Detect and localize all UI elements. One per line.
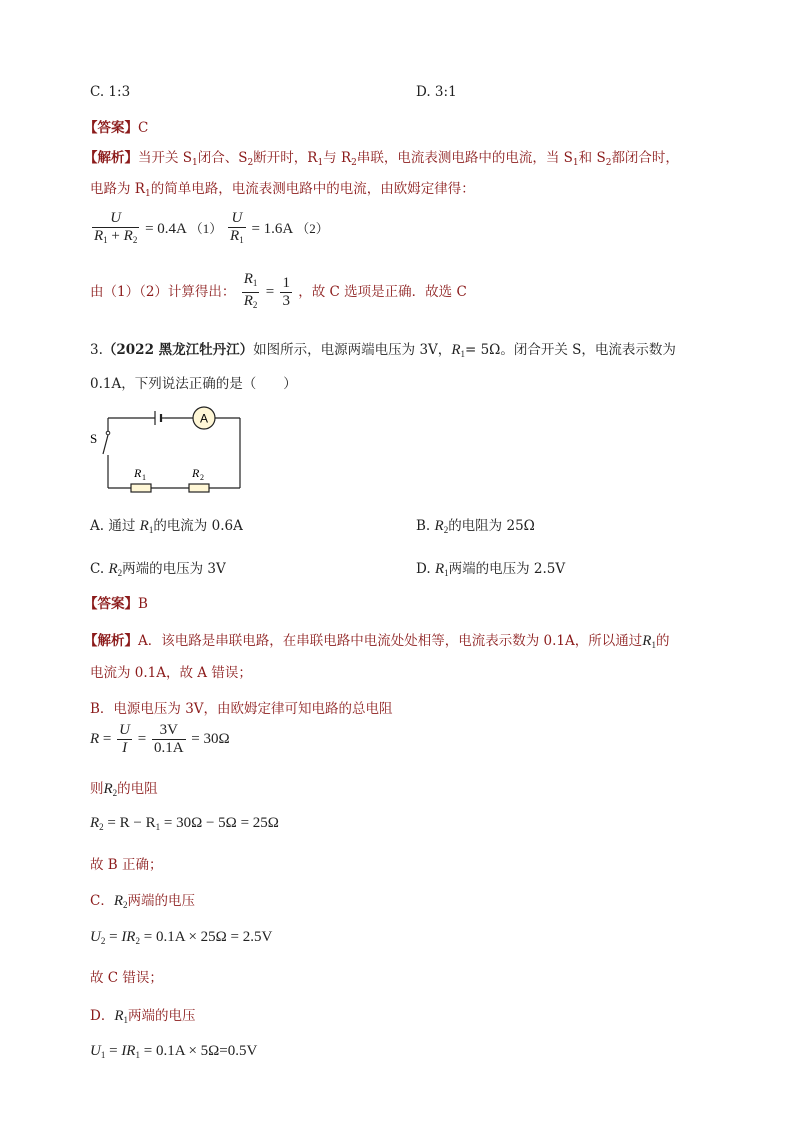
q2-answer: 【答案】C bbox=[84, 120, 149, 136]
q3-u2-eq: $U_2 = IR_2 = 0.1A \times 25\Omega = 2.5V$ bbox=[90, 929, 273, 946]
q3-option-b: B. $R_2$的电阻为 25Ω bbox=[416, 518, 535, 535]
q3-b-conclusion: 故 B 正确； bbox=[90, 857, 163, 873]
eq1-fraction: $\frac{U}{R_1 + R_2}$ bbox=[94, 210, 138, 245]
q3-answer: 【答案】B bbox=[84, 596, 148, 612]
q2-analysis-line1: 【解析】当开关 $S_1$闭合、$S_2$断开时，$R_1$与 $R_2$串联，电流表测电路中的电流，当 $S_1$和 $S_2$都闭合时， bbox=[84, 150, 679, 168]
q3-option-d: D. $R_1$两端的电压为 2.5V bbox=[416, 561, 566, 578]
svg-text:2: 2 bbox=[200, 473, 204, 482]
ratio-fraction: $\frac{R_1}{R_2}$ bbox=[243, 271, 258, 310]
q3-c-conclusion: 故 C 错误； bbox=[90, 970, 163, 986]
switch-label: S bbox=[90, 431, 98, 446]
ammeter-label: A bbox=[199, 411, 209, 426]
switch-contact bbox=[106, 431, 110, 435]
q2-analysis-line2: 电路为 $R_1$的简单电路，电流表测电路中的电流，由欧姆定律得： bbox=[90, 181, 475, 199]
q3-r2-eq: $R_2 = R - R_1 = 30\Omega - 5\Omega = 25\Omega$ bbox=[90, 815, 279, 832]
q3-analysis-c-head: C．$R_2$两端的电压 bbox=[90, 893, 196, 910]
q3-then-r2: 则$R_2$的电阻 bbox=[90, 781, 158, 798]
q2-equations: $\frac{U}{R_1 + R_2}$ = 0.4A （1） $\frac{U}{R_1}$ = 1.6A （2） bbox=[90, 210, 329, 249]
q2-option-c: C. 1:3 bbox=[90, 84, 131, 100]
q3-analysis-a-line1: 【解析】A．该电路是串联电路，在串联电路中电流处处相等，电流表示数为 0.1A，所以通过$R_1$的 bbox=[84, 633, 670, 650]
resistor-r1 bbox=[131, 484, 151, 492]
one-third-fraction: $\frac{1}{3}$ bbox=[282, 275, 290, 309]
q3-stem-line2: 0.1A，下列说法正确的是（ ） bbox=[90, 376, 297, 392]
q3-option-c: C. $R_2$两端的电压为 3V bbox=[90, 561, 226, 578]
q3-analysis-b-line1: B．电源电压为 3V，由欧姆定律可知电路的总电阻 bbox=[90, 701, 393, 717]
eq2-fraction: $\frac{U}{R_1}$ bbox=[230, 210, 244, 245]
q3-stem-line1: 3.（2022 黑龙江牡丹江）如图所示，电源两端电压为 3V，$R_1= 5\Omega$。闭合开关 S，电流表示数为 bbox=[90, 342, 676, 359]
q3-u1-eq: $U_1 = IR_1 = 0.1A \times 5\Omega=0.5V$ bbox=[90, 1043, 258, 1060]
svg-text:1: 1 bbox=[142, 473, 146, 482]
r2-label: R bbox=[192, 466, 200, 480]
resistor-r2 bbox=[189, 484, 209, 492]
q2-option-d: D. 3:1 bbox=[416, 84, 457, 100]
q3-analysis-a-line2: 电流为 0.1A，故 A 错误； bbox=[90, 665, 252, 681]
switch-blade bbox=[103, 435, 108, 454]
q3-analysis-d-head: D．$R_1$两端的电压 bbox=[90, 1008, 196, 1025]
q2-calc: 由（1）（2）计算得出： $\frac{R_1}{R_2}$ = $\frac{1}{3}$ ，故 C 选项是正确．故选 C bbox=[90, 271, 467, 314]
circuit-diagram bbox=[88, 405, 248, 495]
q3-option-a: A. 通过 $R_1$的电流为 0.6A bbox=[90, 518, 243, 535]
r1-label: R bbox=[134, 466, 142, 480]
q3-total-resistance-eq: R = $\frac{U}{I}$ = $\frac{3V}{0.1A}$ = 30Ω bbox=[90, 722, 230, 756]
